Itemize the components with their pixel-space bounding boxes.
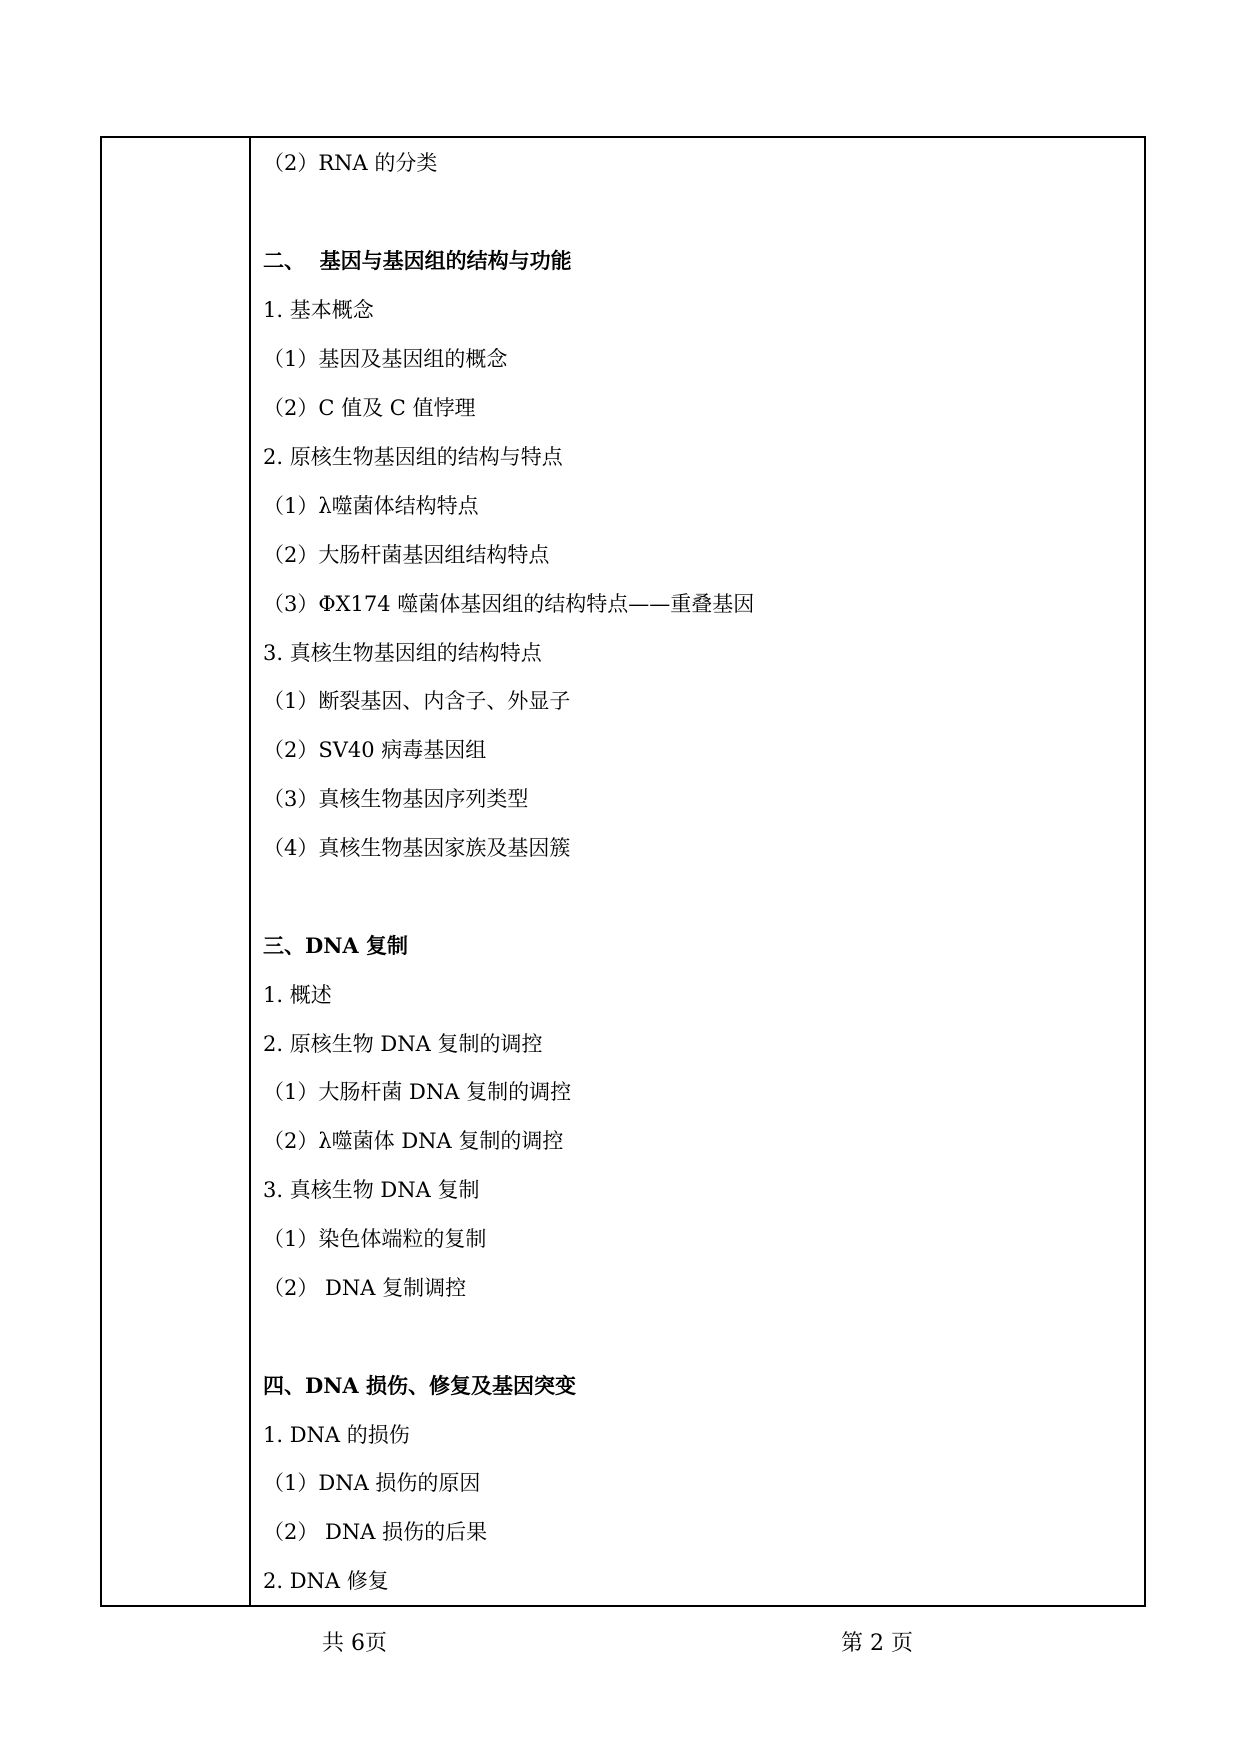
outline-line: （2）C 值及 C 值悖理 bbox=[263, 396, 476, 420]
outline-line: 1. DNA 的损伤 bbox=[263, 1423, 410, 1447]
outline-line: （2）大肠杆菌基因组结构特点 bbox=[263, 543, 550, 567]
outline-line: （2） DNA 复制调控 bbox=[263, 1276, 467, 1300]
outline-line: （1）基因及基因组的概念 bbox=[263, 347, 508, 371]
syllabus-table bbox=[100, 136, 1146, 1607]
outline-line: 3. 真核生物 DNA 复制 bbox=[263, 1178, 480, 1202]
outline-line: （4）真核生物基因家族及基因簇 bbox=[263, 836, 571, 860]
section-heading: 四、DNA 损伤、修复及基因突变 bbox=[263, 1373, 577, 1398]
outline-line: 1. 基本概念 bbox=[263, 298, 374, 322]
outline-line: （3）真核生物基因序列类型 bbox=[263, 787, 529, 811]
table-left-column bbox=[102, 138, 251, 1605]
outline-line: （1）断裂基因、内含子、外显子 bbox=[263, 689, 571, 713]
total-pages-label: 共 6页 bbox=[322, 1631, 387, 1656]
outline-line: （1）λ噬菌体结构特点 bbox=[263, 494, 479, 518]
outline-line: （3）ΦX174 噬菌体基因组的结构特点——重叠基因 bbox=[263, 592, 755, 616]
outline-line: 2. 原核生物基因组的结构与特点 bbox=[263, 445, 563, 469]
outline-line: 3. 真核生物基因组的结构特点 bbox=[263, 641, 542, 665]
outline-line: 2. 原核生物 DNA 复制的调控 bbox=[263, 1032, 543, 1056]
outline-line: （2）SV40 病毒基因组 bbox=[263, 738, 487, 762]
outline-line: 1. 概述 bbox=[263, 983, 332, 1007]
outline-line: （1）染色体端粒的复制 bbox=[263, 1227, 487, 1251]
outline-line: （1）大肠杆菌 DNA 复制的调控 bbox=[263, 1080, 572, 1104]
outline-line: （1）DNA 损伤的原因 bbox=[263, 1471, 481, 1495]
outline-line: 2. DNA 修复 bbox=[263, 1569, 389, 1593]
section-heading: 二、 基因与基因组的结构与功能 bbox=[263, 248, 572, 273]
outline-line: （2）RNA 的分类 bbox=[263, 151, 438, 175]
section-heading: 三、DNA 复制 bbox=[263, 933, 409, 958]
outline-line: （2） DNA 损伤的后果 bbox=[263, 1520, 488, 1544]
current-page-label: 第 2 页 bbox=[841, 1631, 913, 1656]
outline-line: （2）λ噬菌体 DNA 复制的调控 bbox=[263, 1129, 564, 1153]
